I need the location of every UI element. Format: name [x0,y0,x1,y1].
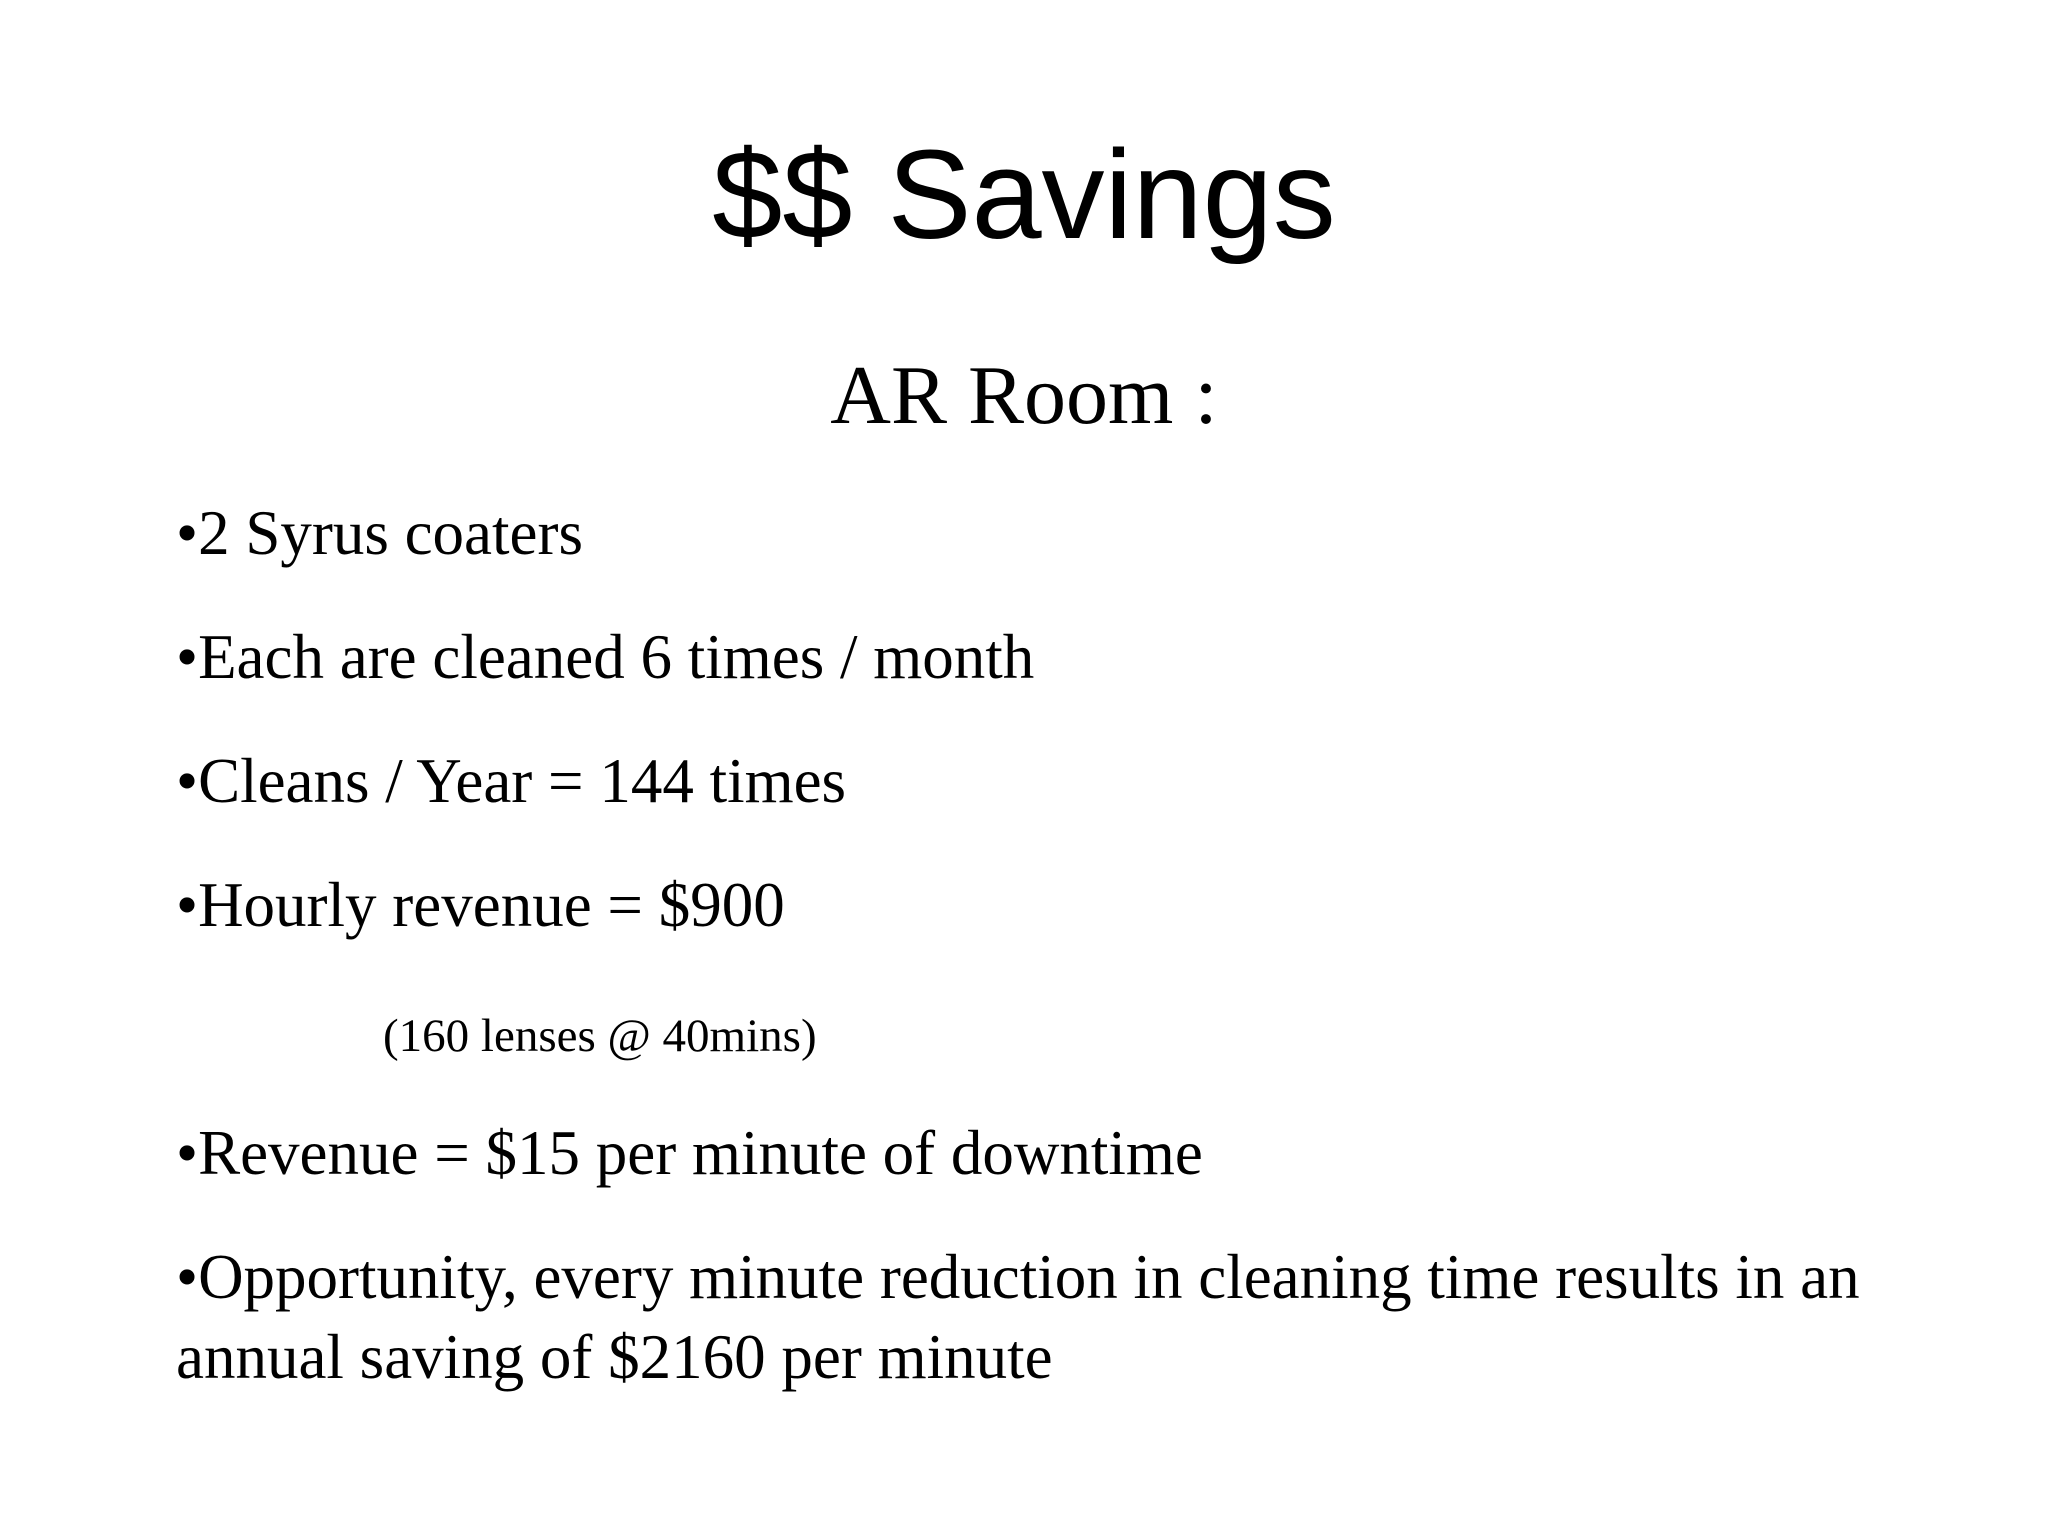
bullet-symbol: • [176,1242,199,1312]
bullet-text: Revenue = $15 per minute of downtime [198,1118,1203,1188]
bullet-item [176,493,1976,573]
revenue-note: (160 lenses @ 40mins) [383,1010,817,1062]
slide-title: $$ Savings [712,124,1336,265]
bullet-item [176,1237,1976,1397]
bullet-text: Cleans / Year = 144 times [198,746,847,816]
bullet-text: Each are cleaned 6 times / month [198,622,1035,692]
bullet-symbol: • [176,1118,199,1188]
bullet-item [176,617,1976,697]
bullet-item [176,1113,1976,1193]
bullet-text: 2 Syrus coaters [198,498,583,568]
bullet-item [176,741,1976,821]
bullet-symbol: • [176,498,199,568]
bullet-text: Opportunity, every minute reduction in cleaning time results in an annual saving of $2160 per minute [176,1242,1860,1392]
bullet-symbol: • [176,622,199,692]
bullet-item [176,865,1976,945]
slide-subtitle: AR Room : [830,349,1218,442]
bullet-symbol: • [176,746,199,816]
bullet-text: Hourly revenue = $900 [198,870,785,940]
bullet-symbol: • [176,870,199,940]
